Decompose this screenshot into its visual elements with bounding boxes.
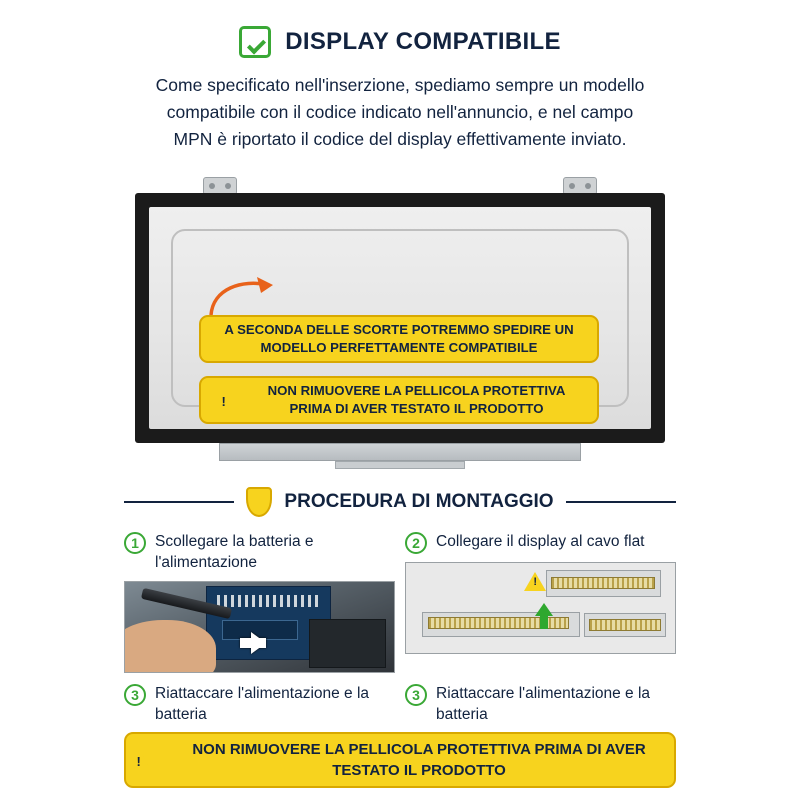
step-1-text: Scollegare la batteria e l'alimentazione — [155, 533, 314, 571]
step-3-right-text: Riattaccare l'alimentazione e la batteria — [436, 685, 651, 723]
step-column-4 — [405, 683, 676, 725]
procedure-title: PROCEDURA DI MONTAGGIO — [284, 491, 554, 512]
rule-left — [124, 501, 234, 503]
curved-arrow-icon — [207, 275, 277, 319]
flat-cable-2 — [428, 617, 570, 629]
step-column-2 — [405, 531, 676, 673]
flat-cable-1 — [551, 577, 655, 589]
procedure-steps-top — [116, 531, 684, 673]
step-2-number: 2 — [405, 532, 427, 554]
battery-shape — [309, 619, 386, 668]
warning-triangle-icon — [524, 572, 546, 591]
warning-triangle-icon — [126, 749, 152, 772]
step-3-left — [124, 683, 395, 725]
display-panel-illustration — [135, 171, 665, 471]
procedure-steps-bottom — [116, 683, 684, 725]
page-title: DISPLAY COMPATIBILE — [285, 28, 561, 55]
header — [116, 0, 684, 58]
rule-right — [566, 501, 676, 503]
display-connector-photo — [405, 562, 676, 654]
warning-triangle-icon — [211, 389, 237, 412]
step-2 — [405, 531, 676, 554]
header-description: Come specificato nell'inserzione, spediamo sempre un modello compatibile con il codice indicato nell'annuncio, e nel campo MPN è riportato il codice del display effettivamente inviato. — [155, 75, 645, 149]
panel-bottom-foot — [335, 461, 465, 469]
step-column-3 — [124, 683, 395, 725]
panel-bezel — [135, 193, 665, 443]
step-1-number: 1 — [124, 532, 146, 554]
procedure-heading — [116, 487, 684, 517]
panel-bottom-strip — [219, 443, 581, 461]
shield-icon — [246, 487, 272, 517]
step-2-text: Collegare il display al cavo flat — [436, 533, 645, 550]
white-arrow-icon — [251, 632, 266, 654]
footer-warning-text: NON RIMUOVERE LA PELLICOLA PROTETTIVA PRIMA DI AVER TESTATO IL PRODOTTO — [192, 741, 646, 779]
film-warning-callout-text: NON RIMUOVERE LA PELLICOLA PROTETTIVA PRIMA DI AVER TESTATO IL PRODOTTO — [267, 383, 566, 416]
film-warning-callout — [199, 376, 599, 424]
green-arrow-icon — [535, 603, 553, 616]
hand-shape — [124, 620, 216, 673]
footer-warning-banner — [124, 732, 676, 788]
laptop-internals-photo — [124, 581, 395, 673]
compatibility-callout — [199, 315, 599, 363]
step-3-left-text: Riattaccare l'alimentazione e la batteria — [155, 685, 370, 723]
step-3-right — [405, 683, 676, 725]
compatibility-callout-text: A SECONDA DELLE SCORTE POTREMMO SPEDIRE UN MODELLO PERFETTAMENTE COMPATIBILE — [224, 322, 574, 355]
check-square-icon — [239, 26, 271, 58]
flat-cable-3 — [589, 619, 661, 631]
step-column-1 — [124, 531, 395, 673]
content-column — [116, 0, 684, 800]
step-1 — [124, 531, 395, 573]
step-3-left-number: 3 — [124, 684, 146, 706]
step-3-right-number: 3 — [405, 684, 427, 706]
